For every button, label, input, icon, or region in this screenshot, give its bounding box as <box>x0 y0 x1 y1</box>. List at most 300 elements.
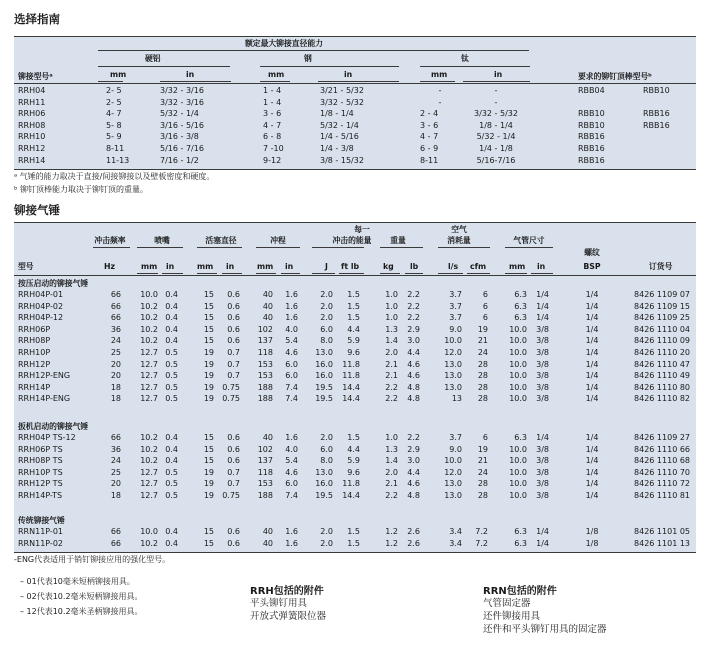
thread-cell: 1/4 <box>585 491 599 500</box>
hose-in-cell: 3/8 <box>536 479 549 489</box>
unit-underline <box>281 273 300 274</box>
hose-in-cell: 3/8 <box>536 359 549 369</box>
order-cell: 8426 1110 20 <box>634 348 690 357</box>
piston-mm-cell: 19 <box>203 371 214 381</box>
hose-mm-cell: 10.0 <box>509 444 527 454</box>
hose-mm-cell: 10.0 <box>509 336 527 346</box>
weight-kg-cell: 1.3 <box>385 324 398 334</box>
air-ls-cell: 10.0 <box>444 456 462 466</box>
order-cell: 8426 1109 27 <box>634 433 690 442</box>
order-cell: 8426 1110 70 <box>634 467 690 477</box>
unit-underline <box>160 81 231 82</box>
energy-j-cell: 8.0 <box>320 456 333 466</box>
energy-j-cell: 19.5 <box>315 382 333 392</box>
energy-j-cell: 2.0 <box>320 301 333 311</box>
air-cfm-cell: 6 <box>482 313 488 323</box>
air-cfm-cell: 6 <box>482 290 488 299</box>
model-cell: RRN11P-01 <box>18 527 63 536</box>
energy-ftlb-cell: 1.5 <box>347 433 360 442</box>
freq-cell: 66 <box>110 433 121 442</box>
weight-kg-cell: 1.3 <box>385 444 398 454</box>
weight-lb-cell: 3.0 <box>407 456 420 466</box>
group-heading: 按压启动的铆接气锤 <box>18 279 89 288</box>
hose-in-cell: 1/4 <box>536 433 549 442</box>
al-mm-cell: 11-13 <box>106 155 130 165</box>
al-in-cell: 7/16 - 1/2 <box>160 155 199 165</box>
order-cell: 8426 1110 68 <box>634 456 690 466</box>
model-cell: RRH04 <box>18 86 46 95</box>
group-underline <box>137 247 183 248</box>
piston-in-cell: 0.6 <box>227 313 240 323</box>
stroke-mm-cell: 40 <box>262 527 273 536</box>
hose-in-cell: 3/8 <box>536 336 549 346</box>
hose-mm-cell: 10.0 <box>509 491 527 500</box>
note-01: – 01代表10毫米短柄铆接用具。 <box>20 577 135 586</box>
piston-in-cell: 0.7 <box>227 348 240 357</box>
nozzle-in-cell: 0.5 <box>165 359 178 369</box>
freq-cell: 18 <box>110 491 121 500</box>
hard-al-in-header: in <box>186 70 195 79</box>
nozzle-mm-cell: 10.2 <box>140 336 158 346</box>
nozzle-in-cell: 0.5 <box>165 479 178 489</box>
stroke-mm-cell: 102 <box>257 444 273 454</box>
note-02: – 02代表10.2毫米短柄铆接用具。 <box>20 592 143 601</box>
energy-j-cell: 13.0 <box>315 467 333 477</box>
piston-in-cell: 0.75 <box>222 394 240 404</box>
ti-in-cell: - <box>494 86 498 95</box>
freq-cell: 20 <box>110 479 121 489</box>
piston-in-cell: 0.6 <box>227 456 240 466</box>
order-cell: 8426 1110 49 <box>634 371 690 381</box>
freq-cell: 66 <box>110 538 121 548</box>
unit-underline <box>222 273 242 274</box>
ti-in-cell: 3/32 - 5/32 <box>474 109 518 119</box>
air-ls-cell: 12.0 <box>444 348 462 357</box>
stroke-in-cell: 1.6 <box>285 301 298 311</box>
titanium-in-header: in <box>494 70 503 79</box>
piston-in-cell: 0.7 <box>227 467 240 477</box>
stroke-in-cell: 1.6 <box>285 433 298 442</box>
weight-lb-cell: 2.2 <box>407 301 420 311</box>
rrh-accessory-item: 平头铆钉用具 <box>250 598 308 609</box>
energy-header-1: 每一 <box>354 225 370 234</box>
hose-mm-cell: 10.0 <box>509 371 527 381</box>
order-cell: 8426 1110 04 <box>634 324 690 334</box>
air-header-1: 空气 <box>451 225 467 234</box>
hz-header: Hz <box>104 262 116 271</box>
weight-kg-cell: 2.2 <box>385 382 398 392</box>
hose-in-cell: 1/4 <box>536 290 549 299</box>
weight-lb-cell: 4.4 <box>407 348 420 357</box>
ti-in-cell: 1/8 - 1/4 <box>479 120 513 130</box>
max-capacity-underline <box>98 50 529 51</box>
piston-mm-cell: 15 <box>203 538 214 548</box>
hose-in-cell: 3/8 <box>536 467 549 477</box>
freq-cell: 66 <box>110 290 121 299</box>
stroke-in-cell: 4.0 <box>285 324 298 334</box>
freq-cell: 24 <box>110 336 121 346</box>
energy-ftlb-cell: 4.4 <box>347 444 360 454</box>
piston-in-cell: 0.6 <box>227 324 240 334</box>
unit-underline <box>405 273 423 274</box>
thread-cell: 1/4 <box>585 433 599 442</box>
hose-in-cell: 3/8 <box>536 444 549 454</box>
steel-in-cell: 1/4 - 3/8 <box>320 144 354 153</box>
model-cell: RRH06 <box>18 109 46 119</box>
air-ls-cell: 3.4 <box>449 538 462 548</box>
piston-mm-cell: 15 <box>203 313 214 323</box>
hard-al-header: 硬铝 <box>145 54 161 63</box>
hose-mm-cell: 10.0 <box>509 456 527 466</box>
freq-cell: 20 <box>110 371 121 381</box>
order-cell: 8426 1110 72 <box>634 479 690 489</box>
energy-ftlb-cell: 1.5 <box>347 527 360 536</box>
hose-in-cell: 3/8 <box>536 491 549 500</box>
energy-j-cell: 19.5 <box>315 394 333 404</box>
energy-ftlb-cell: 11.8 <box>342 371 360 381</box>
thread-cell: 1/4 <box>585 371 599 381</box>
piston-mm-cell: 15 <box>203 324 214 334</box>
weight-lb-cell: 4.8 <box>407 491 420 500</box>
freq-cell: 36 <box>110 324 121 334</box>
model-cell: RRH11 <box>18 97 46 107</box>
order-cell: 8426 1110 66 <box>634 444 690 454</box>
steel-in-header: in <box>344 70 353 79</box>
unit-underline <box>380 273 400 274</box>
freq-cell: 18 <box>110 394 121 404</box>
steel-underline <box>260 66 399 67</box>
air-header-2: 消耗量 <box>447 236 471 245</box>
model-cell: RRH06P TS <box>18 444 63 454</box>
group-underline <box>197 247 242 248</box>
model-cell: RRH08 <box>18 120 46 130</box>
weight-kg-cell: 1.4 <box>385 456 398 466</box>
steel-mm-cell: 7 -10 <box>263 144 284 153</box>
al-in-cell: 3/16 - 3/8 <box>160 132 199 142</box>
stroke-header: 冲程 <box>270 236 286 245</box>
model-cell: RRH10 <box>18 132 46 142</box>
energy-ftlb-cell: 11.8 <box>342 479 360 489</box>
al-in-cell: 3/16 - 5/16 <box>160 120 204 130</box>
hose-in-cell: 1/4 <box>536 527 549 536</box>
hose-mm-cell: 10.0 <box>509 324 527 334</box>
order-cell: 8426 1110 47 <box>634 359 690 369</box>
air-ls-header: l/s <box>448 262 459 271</box>
guide-header-rule <box>14 83 696 84</box>
weight-lb-cell: 4.8 <box>407 382 420 392</box>
unit-underline <box>312 273 335 274</box>
titanium-mm-header: mm <box>431 70 448 79</box>
air-cfm-cell: 21 <box>477 456 488 466</box>
steel-mm-cell: 4 - 7 <box>263 120 282 130</box>
stroke-mm-cell: 153 <box>257 359 273 369</box>
stroke-in-cell: 1.6 <box>285 290 298 299</box>
weight-lb-cell: 2.2 <box>407 290 420 299</box>
energy-ftlb-cell: 14.4 <box>342 394 360 404</box>
air-cfm-cell: 28 <box>477 359 488 369</box>
nozzle-in-cell: 0.4 <box>165 301 178 311</box>
air-cfm-cell: 28 <box>477 491 488 500</box>
stroke-in-cell: 6.0 <box>285 479 298 489</box>
air-ls-cell: 3.7 <box>449 290 462 299</box>
air-ls-cell: 13.0 <box>444 382 462 392</box>
hammer-top-rule <box>14 222 696 223</box>
rod-cell-1: RBB10 <box>578 120 605 130</box>
model-cell: RRH04P-01 <box>18 290 64 299</box>
nozzle-mm-cell: 10.2 <box>140 301 158 311</box>
model-cell: RRH14P-ENG <box>18 394 71 404</box>
model-cell: RRH08P <box>18 336 51 346</box>
rod-cell-1: RBB10 <box>578 109 605 119</box>
energy-j-cell: 2.0 <box>320 527 333 536</box>
model-cell: RRH04P-02 <box>18 301 64 311</box>
group-underline <box>380 247 423 248</box>
weight-kg-cell: 2.1 <box>385 359 398 369</box>
unit-underline <box>162 273 183 274</box>
group-underline <box>505 247 553 248</box>
piston-in-cell: 0.6 <box>227 538 240 548</box>
ti-mm-cell: - <box>438 86 442 95</box>
thread-cell: 1/4 <box>585 359 599 369</box>
nozzle-in-cell: 0.4 <box>165 456 178 466</box>
hammer-header-rule <box>14 275 696 276</box>
stroke-mm-cell: 102 <box>257 324 273 334</box>
unit-underline <box>339 273 364 274</box>
hose-mm-cell: 6.3 <box>514 527 527 536</box>
ti-in-cell: 1/4 - 1/8 <box>479 144 513 153</box>
energy-j-cell: 16.0 <box>315 479 333 489</box>
air-cfm-cell: 6 <box>482 301 488 311</box>
nozzle-in-cell: 0.4 <box>165 336 178 346</box>
guide-note-b: ᵇ 铆钉顶棒能力取决于铆钉顶的重量。 <box>14 185 148 194</box>
hose-mm-cell: 10.0 <box>509 479 527 489</box>
required-rod-header: 要求的铆钉顶棒型号ᵇ <box>578 72 652 81</box>
order-cell: 8426 1110 81 <box>634 491 690 500</box>
hose-in-cell: 3/8 <box>536 348 549 357</box>
piston-mm-cell: 19 <box>203 348 214 357</box>
air-ls-cell: 9.0 <box>449 444 462 454</box>
energy-j-cell: 8.0 <box>320 336 333 346</box>
hose-in-cell: 1/4 <box>536 538 549 548</box>
steel-in-cell: 1/4 - 5/16 <box>320 132 359 142</box>
air-cfm-cell: 7.2 <box>475 527 488 536</box>
weight-kg-cell: 1.0 <box>385 313 398 323</box>
steel-mm-cell: 9-12 <box>263 155 282 165</box>
weight-lb-cell: 2.2 <box>407 313 420 323</box>
energy-ftlb-cell: 14.4 <box>342 491 360 500</box>
air-cfm-cell: 7.2 <box>475 538 488 548</box>
rod-cell-2: RBB10 <box>643 86 670 95</box>
hose-mm-cell: 6.3 <box>514 538 527 548</box>
weight-lb-cell: 2.6 <box>407 538 420 548</box>
thread-cell: 1/4 <box>585 382 599 392</box>
rrn-accessory-item: 还件铆接用具 <box>483 611 541 622</box>
piston-mm-cell: 15 <box>203 444 214 454</box>
freq-cell: 36 <box>110 444 121 454</box>
nozzle-mm-cell: 10.2 <box>140 538 158 548</box>
hose-mm-cell: 6.3 <box>514 290 527 299</box>
air-cfm-cell: 28 <box>477 382 488 392</box>
thread-cell: 1/4 <box>585 336 599 346</box>
freq-cell: 25 <box>110 348 121 357</box>
energy-j-cell: 19.5 <box>315 491 333 500</box>
nozzle-mm-cell: 10.2 <box>140 313 158 323</box>
nozzle-in-cell: 0.4 <box>165 433 178 442</box>
group-underline <box>438 247 490 248</box>
thread-cell: 1/4 <box>585 479 599 489</box>
piston-in-cell: 0.6 <box>227 527 240 536</box>
air-cfm-cell: 28 <box>477 479 488 489</box>
weight-kg-cell: 1.4 <box>385 336 398 346</box>
nozzle-mm-cell: 12.7 <box>140 467 158 477</box>
nozzle-mm-cell: 12.7 <box>140 491 158 500</box>
rrh-accessories-title: RRH包括的附件 <box>250 586 324 597</box>
stroke-mm-cell: 188 <box>257 491 273 500</box>
stroke-in-cell: 4.0 <box>285 444 298 454</box>
model-cell: RRH10P TS <box>18 467 63 477</box>
freq-cell: 20 <box>110 359 121 369</box>
hose-in-cell: 3/8 <box>536 324 549 334</box>
model-cell: RRH10P <box>18 348 51 357</box>
rod-cell-1: RBB16 <box>578 132 605 142</box>
note-12: – 12代表10.2毫米圣柄铆接用具。 <box>20 607 143 616</box>
energy-ftlb-cell: 9.6 <box>347 348 360 357</box>
steel-mm-header: mm <box>268 70 285 79</box>
piston-in-header: in <box>226 262 235 271</box>
thread-cell: 1/4 <box>585 467 599 477</box>
weight-lb-cell: 4.6 <box>407 359 420 369</box>
steel-mm-cell: 1 - 4 <box>263 86 282 95</box>
nozzle-mm-cell: 10.0 <box>140 527 158 536</box>
group-heading: 传统铆接气锤 <box>18 516 65 525</box>
guide-top-rule <box>14 36 696 37</box>
hose-in-cell: 1/4 <box>536 313 549 323</box>
order-header: 订货号 <box>649 262 673 271</box>
rrn-accessories <box>483 582 607 636</box>
piston-mm-cell: 19 <box>203 479 214 489</box>
unit-underline <box>137 273 158 274</box>
weight-kg-cell: 2.1 <box>385 479 398 489</box>
piston-in-cell: 0.75 <box>222 491 240 500</box>
model-cell: RRH12P-ENG <box>18 371 71 381</box>
unit-underline <box>260 81 290 82</box>
freq-cell: 24 <box>110 456 121 466</box>
hose-mm-cell: 6.3 <box>514 433 527 442</box>
freq-cell: 25 <box>110 467 121 477</box>
stroke-in-cell: 4.6 <box>285 348 298 357</box>
freq-header: 冲击频率 <box>94 236 126 245</box>
weight-kg-cell: 1.0 <box>385 290 398 299</box>
hose-in-cell: 3/8 <box>536 371 549 381</box>
steel-in-cell: 1/8 - 1/4 <box>320 109 354 119</box>
al-in-cell: 5/32 - 1/4 <box>160 109 199 119</box>
stroke-mm-cell: 40 <box>262 433 273 442</box>
energy-j-cell: 2.0 <box>320 290 333 299</box>
nozzle-in-cell: 0.5 <box>165 371 178 381</box>
order-cell: 8426 1110 09 <box>634 336 690 346</box>
weight-header: 重量 <box>390 236 406 245</box>
energy-ftlb-cell: 5.9 <box>347 456 360 466</box>
steel-mm-cell: 3 - 6 <box>263 109 282 119</box>
piston-in-cell: 0.7 <box>227 479 240 489</box>
order-cell: 8426 1109 15 <box>634 301 690 311</box>
nozzle-in-cell: 0.4 <box>165 324 178 334</box>
piston-mm-cell: 15 <box>203 336 214 346</box>
al-mm-cell: 8-11 <box>106 144 125 153</box>
weight-kg-cell: 2.2 <box>385 394 398 404</box>
al-mm-cell: 2- 5 <box>106 86 122 95</box>
air-ls-cell: 13.0 <box>444 371 462 381</box>
piston-mm-cell: 15 <box>203 527 214 536</box>
titanium-underline <box>420 66 530 67</box>
energy-j-cell: 6.0 <box>320 324 333 334</box>
energy-j-cell: 2.0 <box>320 433 333 442</box>
model-cell: RRH12P TS <box>18 479 63 489</box>
piston-mm-header: mm <box>197 262 214 271</box>
hose-header: 气管尺寸 <box>513 236 545 245</box>
freq-cell: 66 <box>110 313 121 323</box>
unit-underline <box>438 273 463 274</box>
air-ls-cell: 9.0 <box>449 324 462 334</box>
piston-mm-cell: 15 <box>203 456 214 466</box>
rrn-accessory-item: 气管固定器 <box>483 598 531 609</box>
nozzle-in-cell: 0.4 <box>165 290 178 299</box>
thread-cell: 1/4 <box>585 290 599 299</box>
air-cfm-header: cfm <box>470 262 487 271</box>
ti-in-cell: - <box>494 97 498 107</box>
titanium-header: 钛 <box>461 54 469 63</box>
nozzle-mm-header: mm <box>141 262 158 271</box>
weight-lb-cell: 3.0 <box>407 336 420 346</box>
model-cell: RRH04P TS-12 <box>18 433 76 442</box>
hose-mm-cell: 6.3 <box>514 301 527 311</box>
hose-mm-cell: 10.0 <box>509 394 527 404</box>
thread-cell: 1/4 <box>585 394 599 404</box>
thread-cell: 1/4 <box>585 444 599 454</box>
air-cfm-cell: 28 <box>477 371 488 381</box>
al-mm-cell: 2- 5 <box>106 97 122 107</box>
hammer-title: 铆接气锤 <box>14 203 60 217</box>
order-cell: 8426 1110 80 <box>634 382 690 392</box>
weight-lb-cell: 2.6 <box>407 527 420 536</box>
piston-mm-cell: 19 <box>203 382 214 392</box>
piston-mm-cell: 15 <box>203 290 214 299</box>
nozzle-mm-cell: 12.7 <box>140 371 158 381</box>
model-cell: RRH14 <box>18 155 46 165</box>
energy-j-cell: 2.0 <box>320 538 333 548</box>
stroke-in-cell: 7.4 <box>285 394 298 404</box>
air-cfm-cell: 24 <box>477 467 488 477</box>
stroke-in-cell: 1.6 <box>285 313 298 323</box>
nozzle-mm-cell: 10.2 <box>140 444 158 454</box>
stroke-in-cell: 4.6 <box>285 467 298 477</box>
piston-in-cell: 0.6 <box>227 444 240 454</box>
order-cell: 8426 1101 13 <box>634 538 690 548</box>
thread-cell: 1/8 <box>585 527 599 536</box>
group-underline <box>256 247 300 248</box>
unit-underline <box>98 81 123 82</box>
group-underline <box>93 247 130 248</box>
stroke-mm-cell: 153 <box>257 479 273 489</box>
stroke-in-header: in <box>285 262 294 271</box>
stroke-in-cell: 7.4 <box>285 491 298 500</box>
hose-in-cell: 1/4 <box>536 301 549 311</box>
group-heading: 扳机启动的铆接气锤 <box>18 422 89 431</box>
air-ls-cell: 13.0 <box>444 359 462 369</box>
energy-j-cell: 16.0 <box>315 359 333 369</box>
piston-in-cell: 0.7 <box>227 371 240 381</box>
hose-mm-header: mm <box>509 262 526 271</box>
